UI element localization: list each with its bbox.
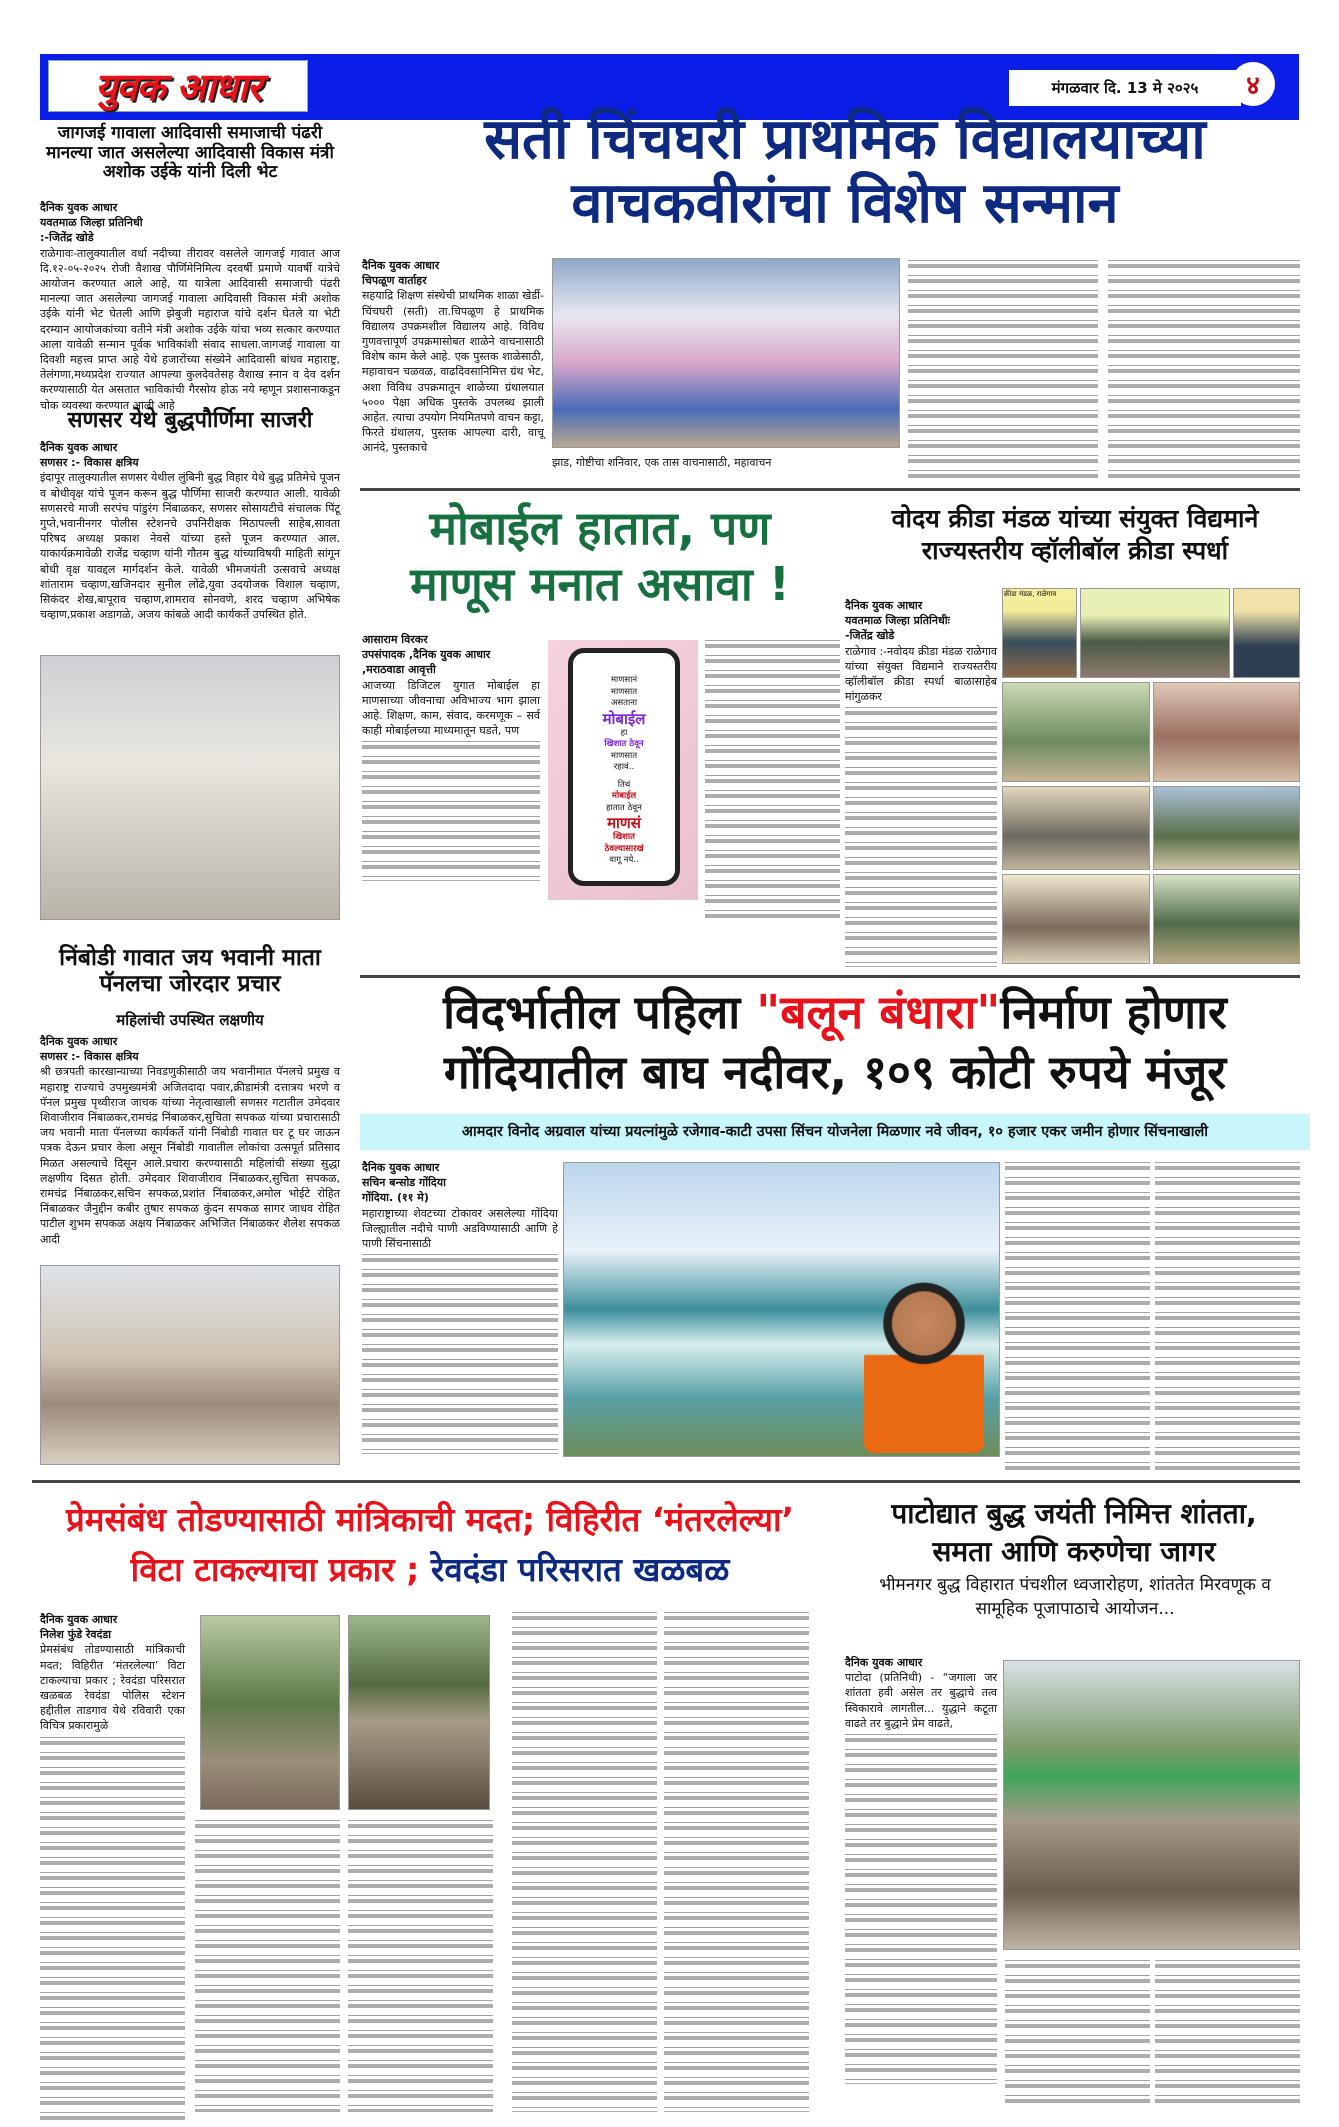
volleyball-photo: [1233, 588, 1300, 678]
banner-text: क्रीडा मंडळ, राळेगाव: [1003, 589, 1076, 600]
headline-line: प्रेमसंबंध तोडण्यासाठी मांत्रिकाची मदत; विहिरीत ‘मंतरलेल्या’: [65, 1500, 795, 1539]
phone-text: तिथं: [617, 779, 631, 790]
headline-text: विदर्भातील पहिला: [443, 985, 757, 1039]
volleyball-photo: [1153, 874, 1300, 964]
article-body: इंदापूर तालुक्यातील सणसर येथील लुंबिनी बुद्ध विहार येथे बुद्ध प्रतिमेचे पूजन व बोधीवृक्ष यांचे पूजन करून बुद्ध पौर्णिमा साजरी करण्यात आली. यावेळी सणसरचे माजी सरपंच पांडुरंग निंबाळकर, सणसर सोसायटीचे संचालक पिंटू गुप्ते,भवानीनगर पोलीस स्टेशनचे उपनिरीक्षक मिठापल्ली साहेब,सावता परिषद अध्यक्ष प्रकाश नेवसे यांच्या हस्ते पूजन करण्यात आल. याकार्यक्रमावेळी राजेंद्र चव्हाण यांनी गौतम बुद्ध यांच्याविषयी माहिती सांगून बोधी वृक्ष यावद्दल मार्गदर्शन केले. यावेळी भीमजयंती उत्सवाचे अध्यक्ष शांताराम चव्हाण,खजिनदार सुनील लोंढे,युवा उदयोजक विशाल चव्हाण, सिकंदर शेख,बापूराव चव्हाण,शामराव सोनवणे, शरद चव्हाण अभिषेक चव्हाण,प्रकाश अडागळे, अजय कांबळे आदी कार्यकर्ते उपस्थित होते.: [40, 471, 340, 622]
tantrik-article-column: [348, 1820, 493, 2112]
newspaper-logo: युवक आधार: [48, 60, 308, 112]
nimbodi-headline: निंबोडी गावात जय भवानी माता पॅनलचा जोरदार प्रचार: [59, 945, 321, 998]
headline-line: माणूस मनात असावा !: [410, 557, 790, 611]
campaign-group-photo: [40, 1265, 340, 1465]
buddha-statue-photo: [40, 655, 340, 920]
headline-line: मोबाईल हातात, पण: [429, 501, 771, 555]
byline: यवतमाळ जिल्हा प्रतिनिधीः: [845, 614, 950, 628]
tantrik-article-column: [664, 1612, 809, 2112]
headline-line: राज्यस्तरीय व्हॉलीबॉल क्रीडा स्पर्धा: [921, 536, 1229, 565]
nimbodi-subhead: महिलांची उपस्थित लक्षणीय: [116, 1011, 264, 1029]
sanasar-headline: सणसर येथे बुद्धपौर्णिमा साजरी: [67, 408, 313, 433]
volleyball-photo: [1002, 588, 1077, 678]
dam-photo: [563, 1162, 1000, 1457]
article-body: सहयाद्रि शिक्षण संस्थेची प्राथमिक शाळा खेर्डी-चिंचघरी (सती) ता.चिपळूण हे प्राथमिक विद्यालय उपक्रमशील विद्यालय आहे. विविध गुणवत्तापूर्ण उपक्रमासोबत शाळेने वाचनासाठी विशेष काम केले आहे. एक पुस्तक शाळेसाठी, महावाचन चळवळ, वाढदिवसानिमित्त ग्रंथ भेट, अशा विविध उपक्रमातून शाळेच्या ग्रंथालयात ५००० पेक्षा अधिक पुस्तके उपलब्ध झाली आहेत. त्याचा उपयोग नियमितपणे वाचन कट्टा, फिरते ग्रंथालय, पुस्तक आपल्या दारी, वाचू आनंदे, पुस्तकाचे: [362, 289, 544, 455]
school-article-column: [908, 260, 1098, 478]
tantrik-article-column: [195, 1820, 340, 2112]
photo-caption: झाड, गोष्टीचा शनिवार, एक तास वाचनासाठी, महावाचन: [552, 456, 772, 469]
sanasar-article: [40, 440, 340, 640]
byline: सणसर :- विकास क्षत्रिय: [40, 456, 139, 470]
nimbodi-article: [40, 1034, 340, 1249]
volleyball-photo: [1002, 786, 1150, 870]
tantrik-article-column: [512, 1612, 657, 2112]
balloon-dam-headline: [360, 982, 1310, 1102]
school-article: [362, 258, 544, 480]
headline-line: समता आणि करुणेचा जागर: [932, 1535, 1216, 1568]
village-crowd-photo: [200, 1615, 340, 1810]
headline-line: वाचकवीरांचा विशेष सन्मान: [571, 171, 1119, 236]
volleyball-photo: [1153, 682, 1300, 782]
tantrik-headline: [20, 1495, 840, 1595]
phone-text: खिशात ठेवून: [604, 739, 644, 749]
phone-text: ठेवल्यासारखं: [604, 843, 644, 854]
byline: दैनिक युवक आधार: [845, 1656, 923, 1669]
school-headline: [380, 108, 1310, 236]
byline: दैनिक युवक आधार: [40, 1613, 118, 1626]
text-filler: [40, 1737, 185, 2127]
byline: दैनिक युवक आधार: [40, 1035, 118, 1048]
byline: दैनिक युवक आधार: [362, 259, 440, 272]
phone-text: मोबाईल: [611, 791, 637, 801]
phone-text: हा: [620, 727, 628, 738]
byline: दैनिक युवक आधार: [845, 599, 923, 612]
phone-text: रहावं..: [613, 762, 635, 772]
byline: चिपळूण वार्ताहर: [362, 274, 427, 288]
patoda-article: [845, 1655, 997, 2110]
headline-line: गोंदियातील बाघ नदीवर, १०९ कोटी रुपये मंजूर: [443, 1045, 1227, 1099]
phone-text: माणसात: [610, 686, 638, 697]
volleyball-photo: [1002, 682, 1150, 782]
phone-text: हातात ठेवून: [606, 802, 642, 813]
mobile-article-column: [705, 640, 840, 925]
phone-screen: [568, 648, 680, 886]
text-filler: [362, 741, 540, 881]
byline: ,मराठवाडा आवृत्ती: [362, 663, 436, 677]
byline: निलेश फुंडे रेवदंडा: [40, 1628, 112, 1642]
headline-line: वोदय क्रीडा मंडळ यांच्या संयुक्त विद्यमाने: [891, 504, 1259, 533]
well-photo: [348, 1615, 490, 1810]
tantrik-article: [40, 1612, 185, 2112]
mobile-article: [362, 632, 540, 922]
volleyball-photo: [1153, 786, 1300, 870]
byline: गोंदिया. (११ मे): [362, 1191, 429, 1205]
text-filler: [845, 707, 997, 967]
article-body: आजच्या डिजिटल युगात मोबाईल हा माणसाच्या जीवनाचा अविभाज्य भाग झाला आहे. शिक्षण, काम, संवाद, करमणूक – सर्व काही मोबाईलच्या माध्यमातून घडते, पण: [362, 678, 540, 738]
issue-date: मंगळवार दि. 13 मे २०२५: [1009, 70, 1241, 106]
byline: आसाराम विरकर: [362, 633, 428, 646]
headline-text-blue: रेवदंडा परिसरात खळबळ: [430, 1550, 730, 1589]
balloon-dam-article: [362, 1160, 558, 1472]
patoda-subhead: भीमनगर बुद्ध विहारात पंचशील ध्वजारोहण, शांततेत मिरवणूक व सामूहिक पूजापाठाचे आयोजन...: [879, 1575, 1271, 1619]
patoda-article-column: [1005, 1960, 1150, 2110]
mla-portrait: [864, 1273, 984, 1453]
byline: सणसर :- विकास क्षत्रिय: [40, 1050, 139, 1064]
phone-illustration: [548, 640, 698, 900]
divider: [360, 975, 1300, 978]
phone-text: मोबाईल: [602, 709, 646, 728]
phone-text: खिशात: [613, 832, 635, 842]
balloon-article-column: [1155, 1162, 1300, 1472]
text-filler: [845, 1734, 997, 2084]
article-body: पाटोदा (प्रतिनिधी) - “जगाला जर शांतता हवी असेल तर बुद्धाचे तत्व स्विकारावे लागतील... युद्धाने कटूता वाढते तर बुद्धाने प्रेम वाढते,: [845, 1671, 997, 1730]
byline: यवतमाळ जिल्हा प्रतिनिधी: [40, 216, 143, 230]
students-award-photo: [552, 258, 900, 448]
phone-text: माणसानं: [610, 675, 638, 685]
volleyball-headline: [850, 503, 1300, 567]
byline: :-जितेंद्र खोडे: [40, 231, 94, 245]
article-body: राळेगाव :-नवोदय क्रीडा मंडळ राळेगाव यांच्या संयुक्त विद्यमाने राज्यस्तरीय व्हॉलीबॉल क्रीडा स्पर्धा बाळासाहेब मांगुळकर: [845, 644, 997, 704]
byline: उपसंपादक ,दैनिक युवक आधार: [362, 648, 491, 662]
article-body: श्री छत्रपती कारखान्याच्या निवडणुकीसाठी जय भवानीमात पॅनलचे प्रमुख व महाराष्ट्र राज्याचे उपमुख्यमंत्री अजितदादा पवार,क्रीडामंत्री दत्तात्रय भरणे व पॅनल प्रमुख पृथ्वीराज जाचक यांच्या नेतृत्वाखाली सणसर गटातील उमेदवार शिवाजीराव निंबाळकर,रामचंद्र निंबाळकर,सुचिता सपकळ यांच्या प्रचारासाठी जय भवानी माता पॅनलच्या कार्यकर्ते यांनी निंबोडी गावात घर टू घर जाऊन पत्रक देऊन प्रचार केला असून निंबोडी गावातील लोकांचा उत्सपूर्त प्रतिसाद मिळत असल्याचे दिसून आले.प्रचारा करण्यासाठी महिलांची संख्या सुद्धा लक्षणीय दिसत होती. उमेदवार शिवाजीराव निंबाळकर,सुचिता सपकळ, रामचंद्र निंबाळकर,सचिन सपकळ,प्रशांत निंबाळकर,अमोल भोईटे रोहित निंबाळकर जैनुद्दीन कबीर तुषार सपकळ कुंदन सपकळ सागर जाधव रोहित पाटील शुभम सपकळ अक्षय निंबाळकर अभिजित निंबाळकर शैलेश सपकळ आदी: [40, 1065, 340, 1246]
jagjai-article: [40, 200, 340, 412]
divider: [360, 488, 1300, 491]
byline: दैनिक युवक आधार: [362, 1161, 440, 1174]
volleyball-article: [845, 598, 997, 970]
mobile-headline: [360, 500, 840, 612]
article-body: महाराष्ट्राच्या शेवटच्या टोकावर असलेल्या गोंदिया जिल्ह्यातील नदीचे पाणी अडविण्यासाठी आणि हे पाणी सिंचनासाठी: [362, 1206, 558, 1251]
byline: सचिन बन्सोड गोंदिया: [362, 1176, 446, 1190]
procession-photo: [1003, 1660, 1300, 1950]
headline-text: निर्माण होणार: [1000, 985, 1227, 1039]
text-filler: [362, 1254, 558, 1454]
patoda-article-column: [1155, 1960, 1300, 2110]
page-number: ४: [1231, 62, 1275, 106]
byline: -जितेंद्र खोडे: [845, 629, 895, 643]
byline: दैनिक युवक आधार: [40, 441, 118, 454]
phone-text: वागू नये..: [609, 855, 639, 865]
jagjai-headline: जागजई गावाला आदिवासी समाजाची पंढरी मानल्या जात असलेल्या आदिवासी विकास मंत्री अशोक उईके यांनी दिली भेट: [46, 123, 334, 183]
school-article-column: [1108, 260, 1300, 478]
phone-text: माणसं: [607, 814, 641, 832]
volleyball-photo: [1002, 874, 1150, 964]
article-body: राळेगावः-तालुक्यातील वर्धा नदीच्या तीरावर वसलेले जागजई गावात आज दि.१२-०५-२०२५ रोजी वैशाख पौर्णिमेनिमित्य दरवर्षी प्रमाणे यावर्षी यात्रेचे आयोजन करण्यात आले आहे, या यात्रेला आदिवासी समाजाची पंढरी मानल्या जात असलेल्या जागजई गावाला आदिवासी विकास मंत्री अशोक उईके यांनी भेट घेतली आणि झेबुजी महाराज यांचे दर्शन घेतले या भेटी दरम्यान आयोजकांच्या वतीने मंत्री अशोक उईके यांचा भव्य सत्कार करण्यात आला यावेळी सन्मान पूर्वक भाविकांशी संवाद साधला.जागजई गावाला या दिवशी महत्त्व प्राप्त आहे येथे हजारोंच्या संख्येने आदिवासी बांधव महाराष्ट्र, तेलंगणा,मध्यप्रदेश राज्यात आपल्या कुलदेवतेसह वैशाख स्नान व देव दर्शन करण्यासाठी येत असतात भाविकांची गैरसोय होऊ नये म्हणून प्रशासनाकडून चोक व्यवस्था करण्यात आली आहे: [40, 246, 340, 412]
headline-text: विटा टाकल्याचा प्रकार ;: [130, 1550, 420, 1589]
balloon-dam-strap: आमदार विनोद अग्रवाल यांच्या प्रयत्नांमुळे रजेगाव-काटी उपसा सिंचन योजनेला मिळणार नवे जीवन, १० हजार एकर जमीन होणार सिंचनाखाली: [360, 1114, 1310, 1150]
headline-highlight: "बलून बंधारा": [756, 985, 1001, 1039]
divider: [32, 1480, 1300, 1483]
patoda-headline: [848, 1495, 1300, 1571]
headline-line: पाटोद्यात बुद्ध जयंती निमित्त शांतता,: [891, 1497, 1257, 1530]
volleyball-photo: [1080, 588, 1230, 678]
phone-text: असताना: [610, 698, 638, 708]
byline: दैनिक युवक आधार: [40, 201, 118, 214]
headline-line: सती चिंचघरी प्राथमिक विद्यालयाच्या: [484, 107, 1206, 172]
balloon-article-column: [1005, 1162, 1150, 1472]
article-body: प्रेमसंबंध तोडण्यासाठी मांत्रिकाची मदत; विहिरीत ‘मंतरलेल्या’ विटा टाकल्याचा प्रकार ; रेवदंडा परिसरात खळबळ रेवदंडा पोलिस स्टेशन हद्दीतील ताडगाव येथे रविवारी एका विचित्र प्रकारामुळे: [40, 1643, 185, 1733]
phone-text: माणसात: [610, 750, 638, 761]
